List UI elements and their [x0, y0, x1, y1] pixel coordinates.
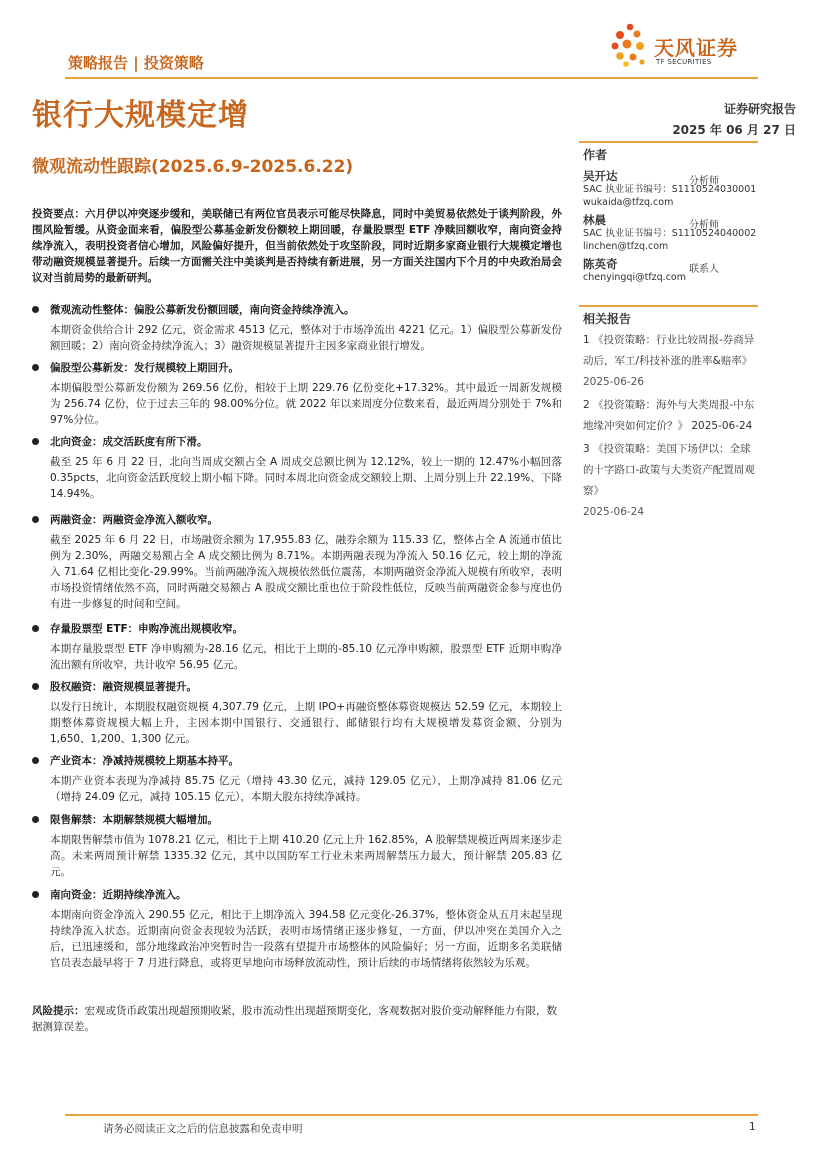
- analyst-name: 林晨: [583, 213, 606, 227]
- contact-card: [583, 258, 763, 284]
- authors-heading: 作者: [583, 148, 608, 162]
- report-category: 策略报告 | 投资策略: [68, 54, 204, 72]
- bullet-icon: [32, 891, 39, 898]
- section-heading-text: 南向资金：近期持续净流入。: [50, 889, 187, 901]
- section-body: 截至 25 年 6 月 22 日，北向当周成交额占全 A 周成交总额比例为 12.12%，较上一期的 12.47%小幅回落 0.35pcts，北向资金活跃度较上期小幅下降。同时本周北向资金成交额较上期、上周分别上升 22.19%、下降 14.94%。: [50, 456, 562, 500]
- header-divider: [65, 77, 758, 79]
- section-industrial-capital: [32, 753, 562, 805]
- section-body: 本期产业资本表现为净减持 85.75 亿元（增持 43.30 亿元，减持 129.05 亿元），上期净减持 81.06 亿元（增持 24.09 亿元，减持 105.15 亿元），本期大股东持续净减持。: [50, 775, 562, 803]
- report-subtitle: 微观流动性跟踪(2025.6.9-2025.6.22): [32, 157, 354, 177]
- section-margin: [32, 512, 562, 612]
- company-logo: [609, 22, 759, 72]
- analyst-cert: SAC 执业证书编号：S1110524040002: [583, 228, 757, 239]
- bullet-icon: [32, 625, 39, 632]
- logo-chinese-name: 天风证券: [654, 36, 738, 60]
- contact-role: 联系人: [689, 264, 719, 275]
- related-report-link[interactable]: [583, 330, 761, 393]
- tf-dots-logo-icon: [609, 22, 651, 68]
- investment-summary: 投资要点：六月伊以冲突逐步缓和，美联储已有两位官员表示可能尽快降息，同时中美贸易依然处于谈判阶段，外围风险暂缓。从资金面来看，偏股型公募基金新发份额较上期回暖，存量股票型 ETF 净赎回额收窄，南向资金持续净流入，表明投资者信心增加，风险偏好提升，但当前依然处于攻坚阶段，同时近期多家商业银行大规模定增也带动融资规模显著提升。后续一方面需关注中美谈判是否持续有新进展，另一方面关注国内下个月的中央政治局会议对当前局势的最新研判。: [32, 208, 562, 284]
- section-body: 截至 2025 年 6 月 22 日，市场融资余额为 17,955.83 亿，融券余额为 115.33 亿，整体占全 A 流通市值比例为 2.30%，两融交易额占全 A 成交额比例为 8.71%。本期两融表现为净流入 50.16 亿元，较上期的净流入 71.64 亿相比变化-29.99%。当前两融净流入规模依然低位震荡，本期两融资金净流入规模有所收窄，表明市场投资情绪依然不高，同时两融交易额占 A 股成交额比重也位于阶段性低位，反映当前两融资金参与度也仍有进一步修复的时间和空间。: [50, 534, 562, 610]
- bullet-icon: [32, 364, 39, 371]
- bullet-icon: [32, 683, 39, 690]
- contact-email[interactable]: chenyingqi@tfzq.com: [583, 272, 686, 283]
- section-overall: [32, 302, 562, 354]
- section-new-funds: [32, 360, 562, 428]
- report-type: 证券研究报告: [723, 102, 796, 116]
- related-reports-list: [583, 330, 761, 525]
- section-body: 本期存量股票型 ETF 净申购额为-28.16 亿元，相比于上期的-85.10 亿元净申购额，股票型 ETF 近期申购净流出额有所收窄，共计收窄 56.95 亿元。: [50, 643, 562, 671]
- footer-divider: [65, 1114, 758, 1116]
- report-title: 银行大规模定增: [32, 98, 249, 133]
- related-heading: 相关报告: [583, 312, 632, 326]
- section-body: 本期偏股型公募新发份额为 269.56 亿份，相较于上期 229.76 亿份变化+17.32%。其中最近一周新发规模为 256.74 亿份，位于过去三年的 98.00%分位。就 2022 年以来周度分位数来看，最近两周分别处于 7%和 97%分位。: [50, 382, 562, 426]
- bullet-icon: [32, 306, 39, 313]
- section-heading-text: 产业资本：净减持规模较上期基本持平。: [50, 755, 239, 767]
- logo-english-name: TF SECURITIES: [656, 58, 712, 66]
- section-heading: [32, 812, 562, 828]
- section-body: 以发行日统计，本期股权融资规模 4,307.79 亿元，上期 IPO+再融资整体募资规模达 52.59 亿元，本期较上期整体募资规模大幅上升，主因本期中国银行、交通银行、邮储银行均有大规模增发募资金额，分别为 1,650、1,200、1,300 亿元。: [50, 701, 562, 745]
- risk-warning: [32, 1003, 562, 1035]
- section-heading: [32, 302, 562, 318]
- section-heading: [32, 679, 562, 695]
- related-report-title[interactable]: 1 《投资策略：行业比较周报-券商异动后，军工/科技补涨的胜率&赔率》: [583, 334, 755, 367]
- analyst-name: 吴开达: [583, 169, 618, 183]
- section-heading-text: 存量股票型 ETF：申购净流出规模收窄。: [50, 623, 244, 635]
- related-divider: [579, 305, 758, 307]
- risk-text: 宏观或货币政策出现超预期收紧，股市流动性出现超预期变化，客观数据对股价变动解释能力有限，数据测算误差。: [32, 1005, 557, 1033]
- analyst-role: 分析师: [689, 220, 719, 231]
- bullet-icon: [32, 516, 39, 523]
- related-report-link[interactable]: [583, 439, 761, 523]
- section-heading: [32, 512, 562, 528]
- section-heading: [32, 621, 562, 637]
- section-heading-text: 偏股型公募新发：发行规模较上期回升。: [50, 362, 239, 374]
- related-report-date: 2025-06-24: [583, 506, 645, 518]
- section-heading-text: 微观流动性整体：偏股公募新发份额回暖，南向资金持续净流入。: [50, 304, 355, 316]
- section-heading: [32, 434, 562, 450]
- section-heading: [32, 360, 562, 376]
- bullet-icon: [32, 757, 39, 764]
- risk-label: 风险提示：: [32, 1005, 85, 1017]
- section-southbound: [32, 887, 562, 971]
- related-report-title[interactable]: 3 《投资策略：美国下场伊以：全球的十字路口-政策与大类资产配置周观察》: [583, 443, 755, 497]
- section-body: 本期限售解禁市值为 1078.21 亿元，相比于上期 410.20 亿元上升 162.85%，A 股解禁规模近两周来逐步走高。未来两周预计解禁 1335.32 亿元，其中以国防军工行业未来两周解禁压力最大，预计解禁 205.83 亿元。: [50, 834, 562, 878]
- section-lockup: [32, 812, 562, 880]
- authors-divider: [579, 141, 758, 143]
- section-heading-text: 股权融资：融资规模显著提升。: [50, 681, 197, 693]
- section-heading: [32, 887, 562, 903]
- footer-disclaimer: 请务必阅读正文之后的信息披露和免责申明: [103, 1123, 303, 1135]
- section-equity-financing: [32, 679, 562, 747]
- section-body: 本期南向资金净流入 290.55 亿元，相比于上期净流入 394.58 亿元变化-26.37%，整体资金从五月末起呈现持续净流入状态。近期南向资金表现较为活跃，表明市场情绪正逐步修复，一方面，伊以冲突在美国介入之后，已迅速缓和，部分地缘政治冲突暂时告一段落有望提升市场整体的风险偏好；另一方面，近期多名美联储官员表态最早将于 7 月进行降息，或将更早地向市场释放流动性，预计后续的市场情绪将依然较为乐观。: [50, 909, 562, 969]
- analyst-card: [583, 170, 763, 209]
- section-heading-text: 限售解禁：本期解禁规模大幅增加。: [50, 814, 218, 826]
- analyst-role: 分析师: [689, 176, 719, 187]
- related-report-title[interactable]: 2 《投资策略：海外与大类周报-中东地缘冲突如何定价？》 2025-06-24: [583, 399, 755, 432]
- related-report-date: 2025-06-26: [583, 376, 645, 388]
- section-body: 本期资金供给合计 292 亿元，资金需求 4513 亿元，整体对于市场净流出 4221 亿元。1）偏股型公募新发份额回暖；2）南向资金持续净流入；3）融资规模显著提升主因多家商业银行增发。: [50, 324, 562, 352]
- section-heading: [32, 753, 562, 769]
- analyst-card: [583, 214, 763, 253]
- page-number: 1: [749, 1121, 756, 1133]
- analyst-cert: SAC 执业证书编号：S1110524030001: [583, 184, 757, 195]
- bullet-icon: [32, 438, 39, 445]
- analyst-email[interactable]: linchen@tfzq.com: [583, 241, 669, 252]
- report-date: 2025 年 06 月 27 日: [672, 123, 796, 137]
- section-etf: [32, 621, 562, 673]
- contact-name: 陈英奇: [583, 257, 618, 271]
- section-heading-text: 北向资金：成交活跃度有所下滑。: [50, 436, 208, 448]
- bullet-icon: [32, 816, 39, 823]
- section-northbound: [32, 434, 562, 502]
- section-heading-text: 两融资金：两融资金净流入额收窄。: [50, 514, 218, 526]
- related-report-link[interactable]: [583, 395, 761, 437]
- analyst-email[interactable]: wukaida@tfzq.com: [583, 197, 674, 208]
